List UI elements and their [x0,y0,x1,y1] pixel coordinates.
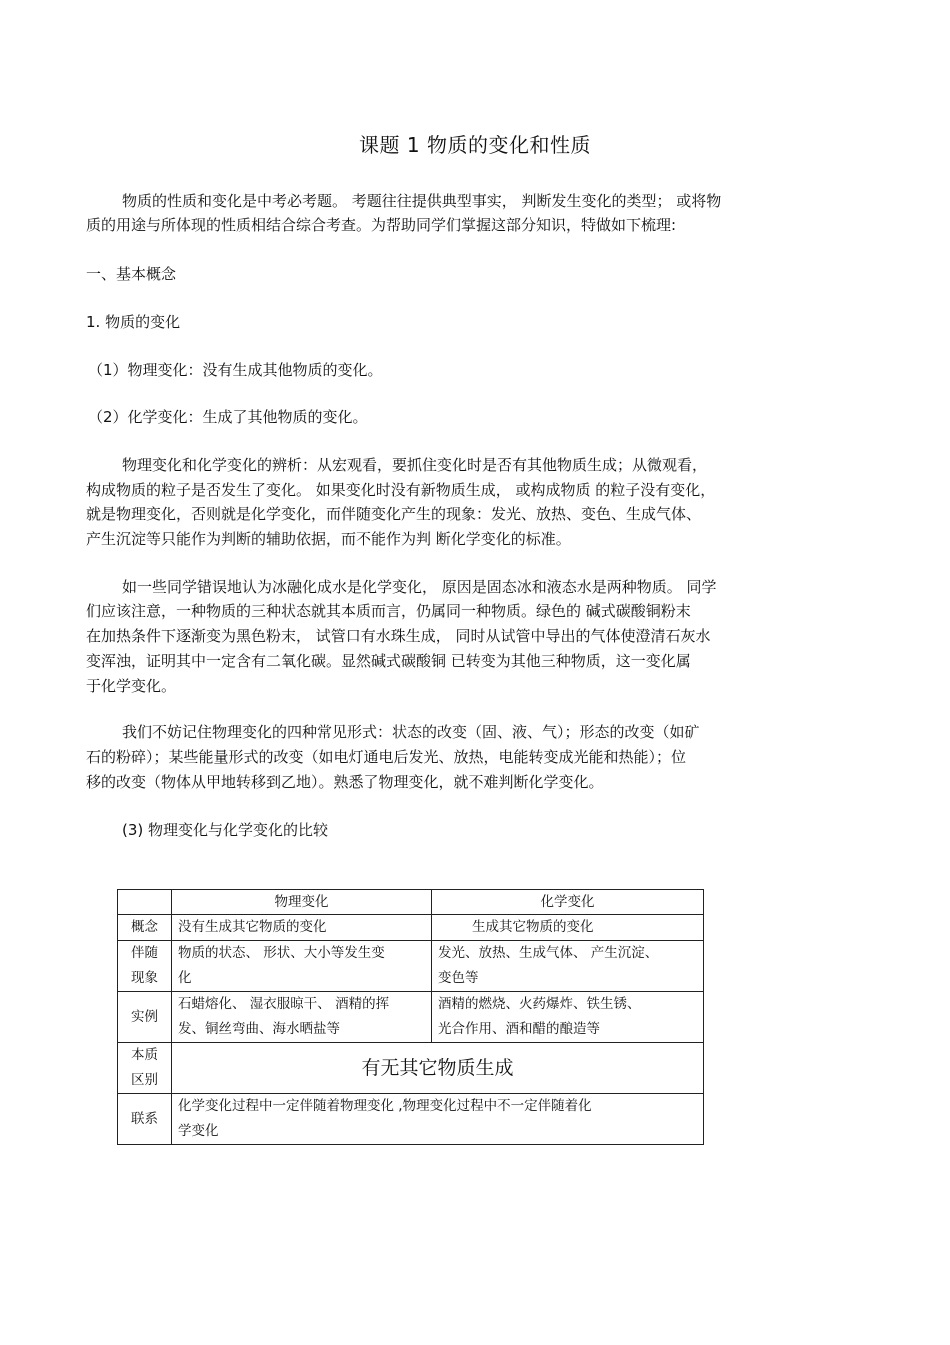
intro-line-1: 物质的性质和变化是中考必考题。 考题往往提供典型事实， 判断发生变化的类型； 或将物 [122,192,722,210]
cell-examples-physical-line-1: 石蜡熔化、 湿衣服晾干、 酒精的挥 [178,996,390,1012]
cell-examples-physical-line-2: 发、铜丝弯曲、海水晒盐等 [178,1021,340,1037]
para2-line-2: 们应该注意，一种物质的三种状态就其本质而言，仍属同一种物质。绿色的 碱式碳酸铜粉末 [86,602,691,620]
intro-line-2: 质的用途与所体现的性质相结合综合考查。为帮助同学们掌握这部分知识，特做如下梳理: [86,216,677,234]
para3-line-3: 移的改变（物体从甲地转移到乙地）。熟悉了物理变化，就不难判断化学变化。 [86,773,604,791]
para1-line-1: 物理变化和化学变化的辨析：从宏观看，要抓住变化时是否有其他物质生成；从微观看， [122,456,708,474]
definition-chemical: （2）化学变化：生成了其他物质的变化。 [88,408,368,426]
para3-line-1: 我们不妨记住物理变化的四种常见形式：状态的改变（固、液、气）；形态的改变（如矿 [122,723,700,741]
table-row-examples [118,992,704,1043]
row-label-essence [118,1043,172,1094]
cell-phenomena-physical [172,941,432,992]
table-row-relation [118,1094,704,1145]
table-header-chemical: 化学变化 [432,890,704,915]
para2-line-4: 变浑浊，证明其中一定含有二氧化碳。显然碱式碳酸铜 已转变为其他三种物质，这一变化属 [86,652,691,670]
table-row-concept [118,915,704,941]
definition-physical: （1）物理变化：没有生成其他物质的变化。 [88,361,383,379]
row-label-essence-line-2: 区别 [131,1072,158,1088]
para1-line-3: 就是物理变化，否则就是化学变化，而伴随变化产生的现象：发光、放热、变色、生成气体、 [86,505,702,523]
row-label-phenomena [118,941,172,992]
cell-relation-line-2: 学变化 [178,1123,219,1139]
cell-phenomena-chemical-line-2: 变色等 [438,970,479,986]
cell-examples-physical [172,992,432,1043]
table-header-row [118,890,704,915]
cell-phenomena-physical-line-2: 化 [178,970,192,986]
para3-line-2: 石的粉碎）；某些能量形式的改变（如电灯通电后发光、放热，电能转变成光能和热能）；位 [86,748,687,766]
table-header-corner [118,890,172,915]
cell-essence-value: 有无其它物质生成 [172,1043,704,1094]
row-label-essence-line-1: 本质 [131,1047,158,1063]
para2-line-3: 在加热条件下逐渐变为黑色粉末， 试管口有水珠生成， 同时从试管中导出的气体使澄清石灰水 [86,627,711,645]
para1-line-2: 构成物质的粒子是否发生了变化。 如果变化时没有新物质生成， 或构成物质 的粒子没有变化， [86,481,716,499]
cell-relation-line-1: 化学变化过程中一定伴随着物理变化 ,物理变化过程中不一定伴随着化 [178,1098,592,1114]
cell-concept-physical: 没有生成其它物质的变化 [172,915,432,941]
cell-phenomena-chemical-line-1: 发光、放热、生成气体、 产生沉淀、 [438,945,659,961]
row-label-examples: 实例 [118,992,172,1043]
row-label-concept: 概念 [118,915,172,941]
cell-concept-chemical: 生成其它物质的变化 [432,915,704,941]
cell-phenomena-physical-line-1: 物质的状态、 形状、大小等发生变 [178,945,385,961]
cell-phenomena-chemical [432,941,704,992]
cell-examples-chemical-line-2: 光合作用、酒和醋的酿造等 [438,1021,600,1037]
row-label-relation: 联系 [118,1094,172,1145]
cell-examples-chemical-line-1: 酒精的燃烧、火药爆炸、铁生锈、 [438,996,641,1012]
table-header-physical: 物理变化 [172,890,432,915]
table-row-phenomena [118,941,704,992]
para1-line-4: 产生沉淀等只能作为判断的辅助依据，而不能作为判 断化学变化的标准。 [86,530,571,548]
cell-examples-chemical [432,992,704,1043]
comparison-heading: (3) 物理变化与化学变化的比较 [122,821,329,839]
page-title: 课题 1 物质的变化和性质 [359,133,591,157]
para2-line-1: 如一些同学错误地认为冰融化成水是化学变化， 原因是固态冰和液态水是两种物质。 同学 [122,578,717,596]
table-row-essence [118,1043,704,1094]
section-heading: 一、基本概念 [86,265,177,283]
row-label-phenomena-line-2: 现象 [131,970,158,986]
row-label-phenomena-line-1: 伴随 [131,945,158,961]
cell-relation-value [172,1094,704,1145]
subsection-heading: 1. 物质的变化 [86,313,181,331]
para2-line-5: 于化学变化。 [86,677,177,695]
comparison-table [117,889,704,1145]
